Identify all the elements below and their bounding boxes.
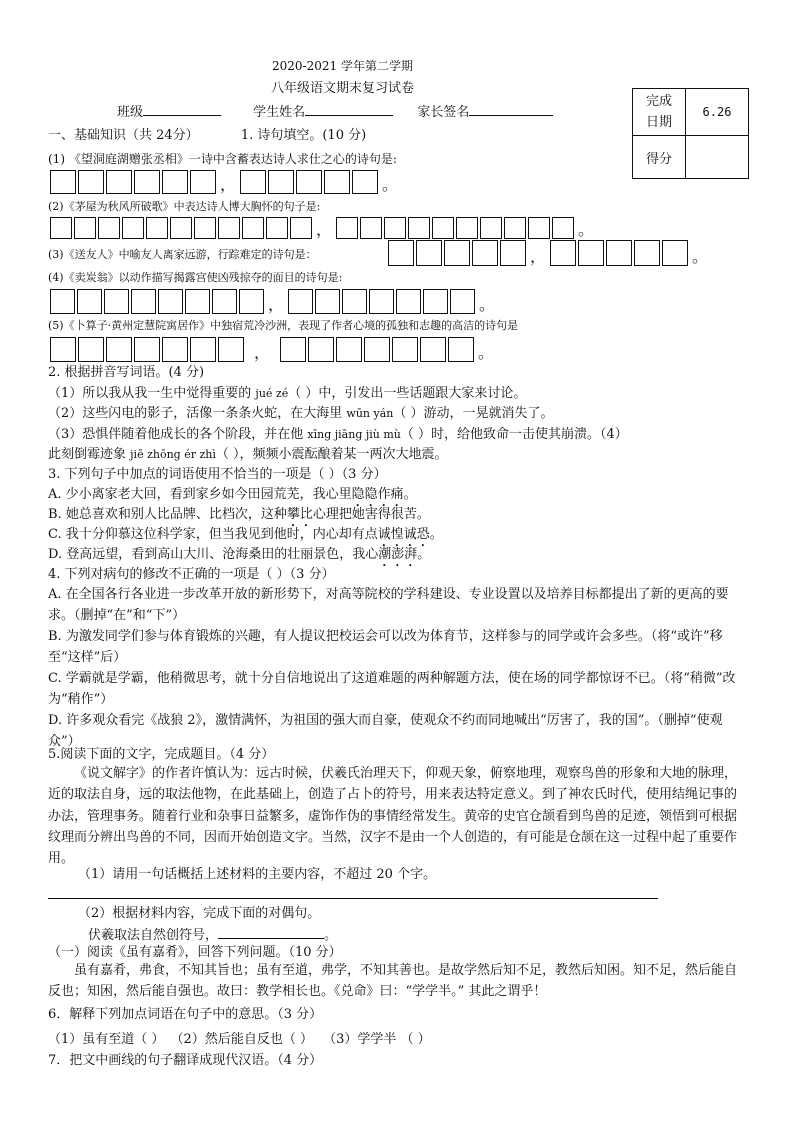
complete-date-label-cell: 完成 日期 — [633, 89, 686, 136]
class-field[interactable] — [143, 102, 221, 116]
q6-item-2: （2）然后能自反也（ ） — [170, 1032, 313, 1047]
parent-signature-label: 家长签名 — [417, 105, 470, 120]
student-info-line — [117, 102, 553, 121]
q2-sentence-3: （3）恐惧伴随着他成长的各个阶段，并在他 xīng jiāng jiù mù（ ）时，给他致命一击使其崩溃。（4） — [48, 427, 628, 442]
q1-3-answer-boxes[interactable]: ， 。 — [388, 240, 712, 266]
q4-title: 4. 下列对病句的修改不正确的一项是（ ）（3 分） — [48, 567, 335, 582]
q5-sub-2: （2）根据材料内容，完成下面的对偶句。 — [78, 906, 321, 921]
q5-sub-1: （1）请用一句话概括上述材料的主要内容，不超过 20 个字。 — [78, 867, 437, 882]
q5-couplet: 伏羲取法自然创符号， 。 — [88, 925, 337, 944]
q4-option-a: A. 在全国各行各业进一步改革开放的新形势下，对高等院校的学科建设、专业设置以及培养目标都提出了新的更高的要求。（删掉“在”和“下”） — [48, 587, 729, 624]
q3-option-b: B. 她总喜欢和别人比品牌、比档次，这种攀比心理把她害得很苦。 — [48, 507, 430, 522]
q1-4-answer-boxes[interactable]: ， 。 — [50, 289, 499, 314]
q4-option-b: B. 为激发同学们参与体育锻炼的兴趣，有人提议把校运会可以改为体育节，这样参与的同学或许会多些。（将“或许”移至“这样”后） — [48, 629, 723, 666]
q3-option-c: C. 我十分仰慕这位科学家，但当我见到他时，内心却有点诚惶诚恐。 — [48, 527, 443, 542]
q3-title: 3. 下列句子中加点的词语使用不恰当的一项是（ ）（3 分） — [48, 467, 387, 482]
class-label: 班级 — [117, 105, 144, 120]
q1-5-answer-boxes[interactable]: ， 。 — [50, 337, 498, 362]
q2-sentence-1: （1）所以我从我一生中觉得重要的 jué zé（ ）中，引发出一些话题跟大家来讨论。 — [48, 386, 527, 401]
q2-sentence-4: 此刻倒霉迹象 jiē zhōng ér zhì（ ），频频小震酝酿着某一两次大地震。 — [48, 447, 448, 462]
q5-title: 5.阅读下面的文字，完成题目。（4 分） — [48, 747, 275, 762]
q4-option-c: C. 学霸就是学霸，他稍微思考，就十分自信地说出了这道难题的两种解题方法，使在场的同学都惊讶不已。（将“稍微”改为“稍作”） — [48, 671, 736, 708]
name-label: 学生姓名 — [253, 105, 306, 120]
q1-4-prompt: (4)《卖炭翁》以动作描写揭露宫使凶残掠夺的面目的诗句是: — [48, 271, 343, 284]
q6-items — [48, 1031, 431, 1048]
q2-sentence-2: （2）这些闪电的影子，活像一条条火蛇，在大海里 wūn yán（ ）游动，一晃就消失了。 — [48, 406, 554, 421]
q5-passage: 《说文解字》的作者许慎认为：远古时候，伏羲氏治理天下，仰观天象，俯察地理，观察鸟兽的形象和大地的脉理，近的取法自身，远的取法他物，在此基础上，创造了占卜的符号，用来表达特定意义。到了神农氏时代，使用结绳记事的办法，管理事务。随着行业和杂事日益繁多，虚饰作伪的事情经常发生。黄帝的史官仓颉看到鸟兽的足迹，领悟到可根据纹理而分辨出鸟兽的不同，因而开始创造文字。当然，汉字不是由一个人创造的，有可能是仓颉在这一过程中起了重要作用。 — [48, 766, 738, 867]
q1-1-answer-boxes[interactable]: ， 。 — [50, 170, 402, 194]
reading-1-passage: 虽有嘉肴，弗食，不知其旨也；虽有至道，弗学，不知其善也。是故学然后知不足，教然后知困。知不足，然后能自反也；知困，然后能自强也。故曰：教学相长也。《兑命》曰：“学学半。” 其此之谓乎！ — [48, 963, 738, 1000]
q6-item-3: （3）学学半 （ ） — [323, 1032, 431, 1047]
q3-option-a: A. 少小离家老大回，看到家乡如今田园荒芜，我心里隐隐作痛。 — [48, 487, 417, 502]
q6-title: 6．解释下列加点词语在句子中的意思。（3 分） — [48, 1007, 323, 1022]
q1-5-prompt: (5)《卜算子·黄州定慧院寓居作》中独宿荒冷沙洲，表现了作者心境的孤独和志趣的高洁的诗句是 — [48, 319, 519, 332]
score-label: 得分 — [633, 136, 686, 179]
q1-2-prompt: (2)《茅屋为秋风所破歌》中表达诗人博大胸怀的句子是: — [48, 200, 321, 213]
q5-answer-line[interactable] — [48, 898, 658, 899]
reading-1-title: （一）阅读《虽有嘉肴》，回答下列问题。（10 分） — [48, 945, 342, 960]
section-1-heading: 一、基础知识（共 24分） 1. 诗句填空。(10 分) — [48, 128, 367, 143]
couplet-answer-field[interactable] — [218, 925, 324, 939]
q1-3-prompt: (3)《送友人》中喻友人离家远游，行踪难定的诗句是： — [48, 248, 317, 261]
q4-option-d: D. 许多观众看完《战狼 2》，激情满怀，为祖国的强大而自豪，使观众不约而同地喊出“厉害了，我的国”。（删掉“使观众”） — [48, 713, 723, 750]
q2-title: 2. 根据拼音写词语。(4 分) — [48, 365, 205, 380]
exam-title: 八年级语文期末复习试卷 — [271, 81, 415, 96]
q1-title: 1. 诗句填空。(10 分) — [240, 128, 367, 143]
info-table — [632, 88, 749, 179]
q1-1-prompt: (1) 《望洞庭湖赠张丞相》一诗中含蓄表达诗人求仕之心的诗句是: — [48, 152, 397, 166]
parent-signature-field[interactable] — [469, 102, 553, 116]
q6-item-1: （1）虽有至道（ ） — [48, 1032, 165, 1047]
q1-2-answer-boxes[interactable]: ， 。 — [50, 217, 598, 239]
score-field[interactable] — [686, 136, 749, 179]
q3-option-d: D. 登高远望，看到高山大川、沧海桑田的壮丽景色，我心潮澎湃。 — [48, 547, 431, 562]
complete-date-value: 6.26 — [686, 89, 749, 136]
year-line: 2020-2021 学年第二学期 — [272, 59, 413, 73]
q7-title: 7．把文中画线的句子翻译成现代汉语。（4 分） — [48, 1053, 323, 1068]
name-field[interactable] — [305, 102, 393, 116]
